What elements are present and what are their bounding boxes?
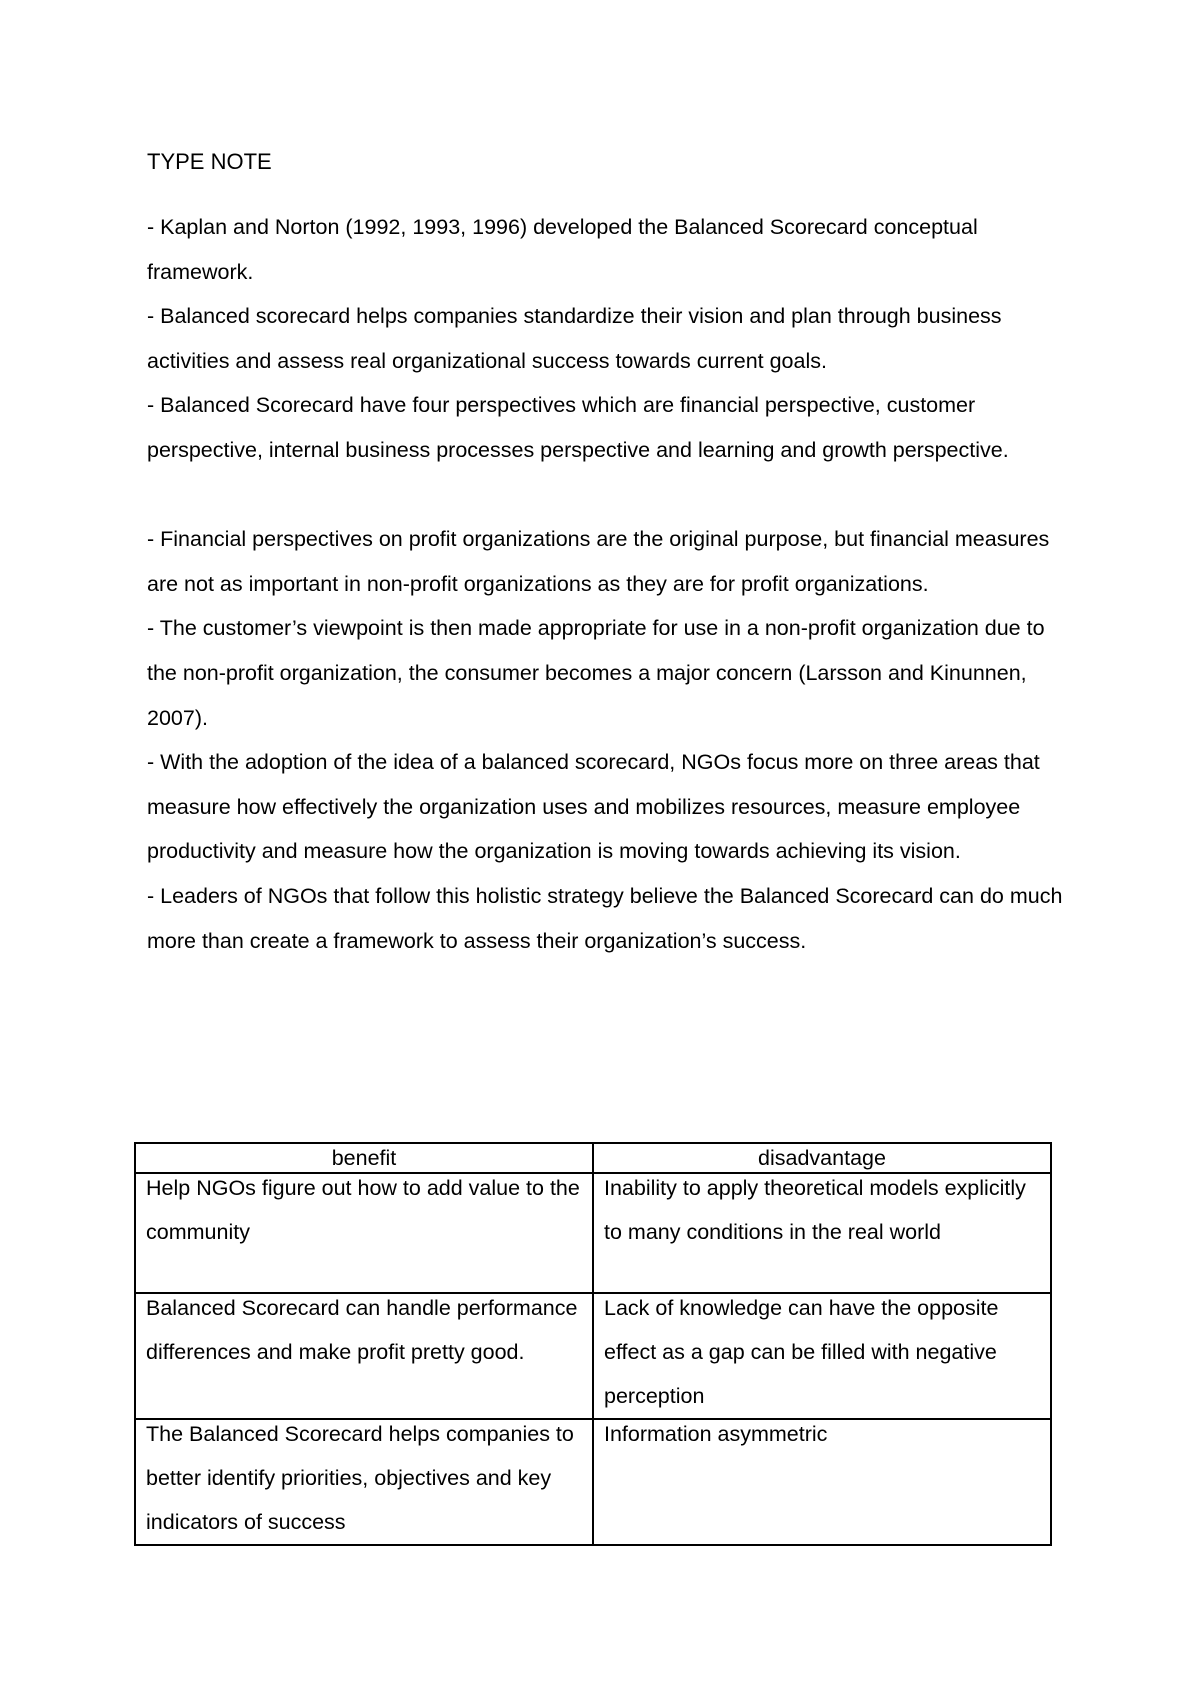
cell-text: Help NGOs figure out how to add value to the community [146,1176,580,1244]
notes-list [147,205,1077,963]
note-item: - Leaders of NGOs that follow this holistic strategy believe the Balanced Scorecard can do much more than create a framework to assess their organization’s success. [147,883,1063,953]
note-item: - Balanced Scorecard have four perspectives which are financial perspective, customer perspective, internal business processes perspective and learning and growth perspective. [147,393,1009,462]
benefit-cell [135,1419,593,1545]
benefit-disadvantage-table [134,1142,1052,1546]
cell-text: Lack of knowledge can have the opposite effect as a gap can be filled with negative perception [604,1296,999,1408]
cell-text: Information asymmetric [604,1422,828,1446]
disadvantage-cell [593,1419,1051,1545]
disadvantage-cell [593,1293,1051,1419]
column-header-disadvantage: disadvantage [593,1143,1051,1173]
cell-text: Balanced Scorecard can handle performance differences and make profit pretty good. [146,1296,578,1364]
note-item: - The customer’s viewpoint is then made appropriate for use in a non-profit organization due to the non-profit organization, the consumer becomes a major concern (Larsson and Kinunnen, 2007). [147,616,1045,730]
benefit-cell [135,1293,593,1419]
note-item: - Balanced scorecard helps companies standardize their vision and plan through business activities and assess real organizational success towards current goals. [147,304,1002,373]
table-row [135,1173,1051,1293]
note-item: - With the adoption of the idea of a balanced scorecard, NGOs focus more on three areas that measure how effectively the organization uses and mobilizes resources, measure employee productivity and measure how the organization is moving towards achieving its vision. [147,750,1040,864]
disadvantage-cell [593,1173,1051,1293]
cell-text: Inability to apply theoretical models explicitly to many conditions in the real world [604,1176,1026,1244]
table-row [135,1293,1051,1419]
document-heading: TYPE NOTE [147,149,272,174]
note-item: - Kaplan and Norton (1992, 1993, 1996) developed the Balanced Scorecard conceptual framework. [147,215,978,284]
column-header-benefit: benefit [135,1143,593,1173]
table-row [135,1419,1051,1545]
note-item: - Financial perspectives on profit organizations are the original purpose, but financial measures are not as important in non-profit organizations as they are for profit organizations. [147,527,1050,596]
cell-text: The Balanced Scorecard helps companies to better identify priorities, objectives and key indicators of success [146,1422,574,1534]
benefit-cell [135,1173,593,1293]
